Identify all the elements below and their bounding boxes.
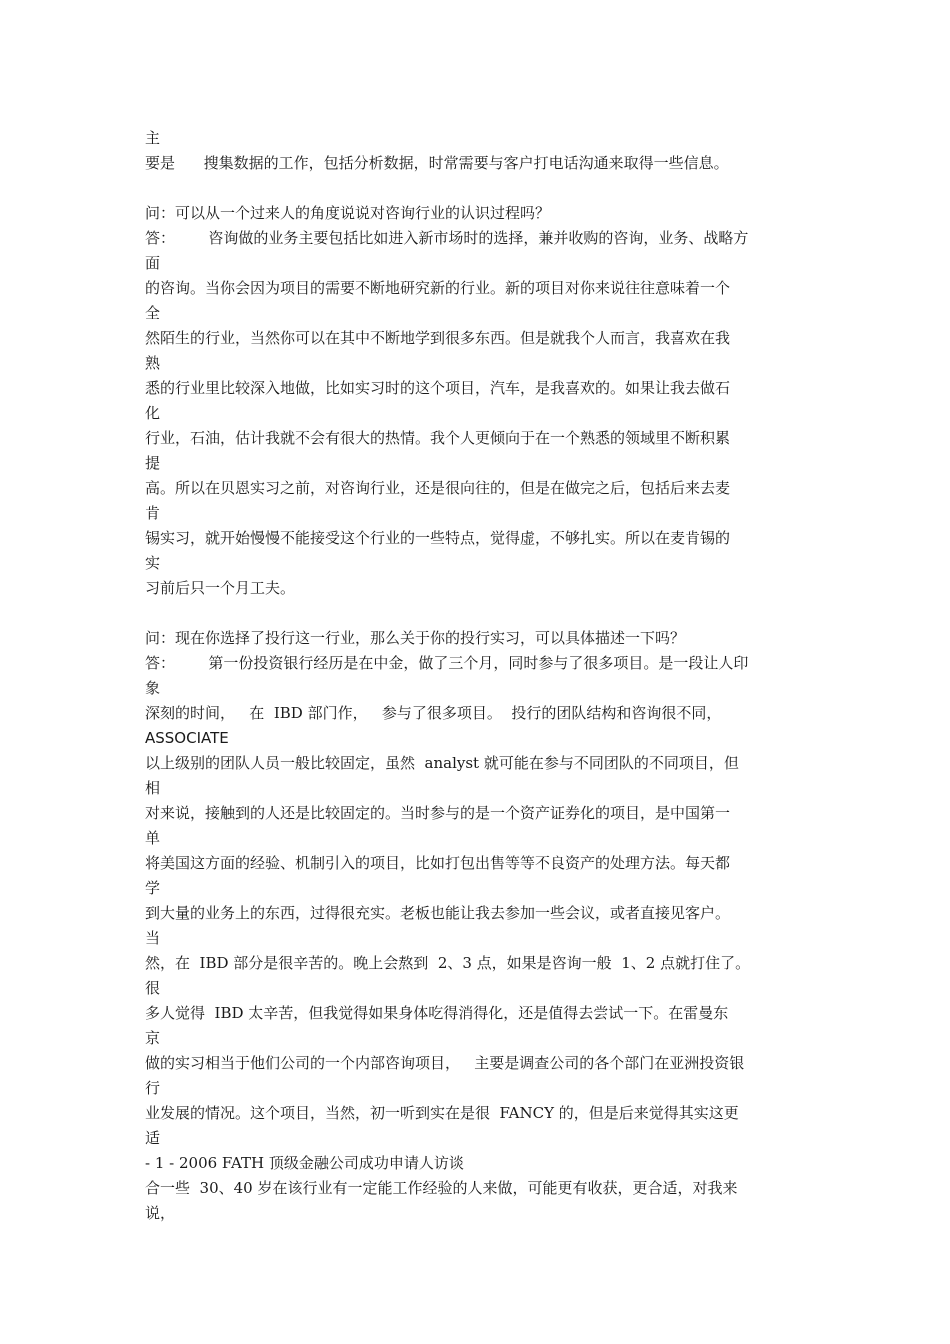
- answer-line: 答： 第一份投资银行经历是在中金，做了三个月，同时参与了很多项目。是一段让人印: [145, 654, 749, 672]
- text-line: 合一些 30、40 岁在该行业有一定能工作经验的人来做，可能更有收获，更合适，对我来: [145, 1179, 738, 1197]
- text-line: 学: [145, 879, 161, 897]
- answer-line: 答： 咨询做的业务主要包括比如进入新市场时的选择，兼并收购的咨询，业务、战略方: [145, 229, 749, 247]
- text-line: 单: [145, 829, 161, 847]
- text-line: 到大量的业务上的东西，过得很充实。老板也能让我去参加一些会议，或者直接见客户。: [145, 904, 731, 922]
- text-line: 全: [145, 304, 161, 322]
- question-line: 问：可以从一个过来人的角度说说对咨询行业的认识过程吗？: [145, 204, 551, 222]
- text-line: 对来说，接触到的人还是比较固定的。当时参与的是一个资产证券化的项目，是中国第一: [145, 804, 731, 822]
- text-line: 然陌生的行业，当然你可以在其中不断地学到很多东西。但是就我个人而言，我喜欢在我: [145, 329, 731, 347]
- text-line: 深刻的时间， 在 IBD 部门作， 参与了很多项目。 投行的团队结构和咨询很不同，: [145, 704, 722, 722]
- text-line: 行业，石油，估计我就不会有很大的热情。我个人更倾向于在一个熟悉的领域里不断积累: [145, 429, 731, 447]
- text-line: 象: [145, 679, 161, 697]
- text-line: 的咨询。当你会因为项目的需要不断地研究新的行业。新的项目对你来说往往意味着一个: [145, 279, 731, 297]
- text-line: 适: [145, 1129, 161, 1147]
- text-line: 做的实习相当于他们公司的一个内部咨询项目， 主要是调查公司的各个部门在亚洲投资银: [145, 1054, 745, 1072]
- text-line: 习前后只一个月工夫。: [145, 579, 296, 597]
- text-line: 然，在 IBD 部分是很辛苦的。晚上会熬到 2、3 点，如果是咨询一般 1、2 点就打住了。: [145, 954, 751, 972]
- text-line: 实: [145, 554, 161, 572]
- text-line: 说，: [145, 1204, 176, 1222]
- document-body: [145, 126, 810, 1226]
- text-line: 业发展的情况。这个项目，当然，初一听到实在是很 FANCY 的，但是后来觉得其实这更: [145, 1104, 739, 1122]
- text-line: 悉的行业里比较深入地做，比如实习时的这个项目，汽车，是我喜欢的。如果让我去做石: [145, 379, 731, 397]
- text-line: 要是 搜集数据的工作，包括分析数据，时常需要与客户打电话沟通来取得一些信息。: [145, 154, 729, 172]
- text-line: 锡实习，就开始慢慢不能接受这个行业的一些特点，觉得虚，不够扎实。所以在麦肯锡的: [145, 529, 731, 547]
- text-line: 京: [145, 1029, 161, 1047]
- text-line: 相: [145, 779, 161, 797]
- text-line: 以上级别的团队人员一般比较固定，虽然 analyst 就可能在参与不同团队的不同项目，但: [145, 754, 739, 772]
- text-line: 提: [145, 454, 161, 472]
- text-line: ASSOCIATE: [145, 729, 229, 747]
- text-line: 熟: [145, 354, 161, 372]
- text-line: 行: [145, 1079, 161, 1097]
- text-line: 当: [145, 929, 161, 947]
- text-line: 主: [145, 129, 161, 147]
- page-footer: - 1 - 2006 FATH 顶级金融公司成功申请人访谈: [145, 1154, 464, 1172]
- text-line: 肯: [145, 504, 161, 522]
- text-line: 化: [145, 404, 161, 422]
- blank-line: [145, 601, 810, 626]
- text-line: 面: [145, 254, 161, 272]
- blank-line: [145, 176, 810, 201]
- text-line: 很: [145, 979, 161, 997]
- text-line: 多人觉得 IBD 太辛苦，但我觉得如果身体吃得消得化，还是值得去尝试一下。在雷曼东: [145, 1004, 729, 1022]
- text-line: 高。所以在贝恩实习之前，对咨询行业，还是很向往的，但是在做完之后，包括后来去麦: [145, 479, 731, 497]
- question-line: 问：现在你选择了投行这一行业，那么关于你的投行实习，可以具体描述一下吗？: [145, 629, 686, 647]
- text-line: 将美国这方面的经验、机制引入的项目，比如打包出售等等不良资产的处理方法。每天都: [145, 854, 731, 872]
